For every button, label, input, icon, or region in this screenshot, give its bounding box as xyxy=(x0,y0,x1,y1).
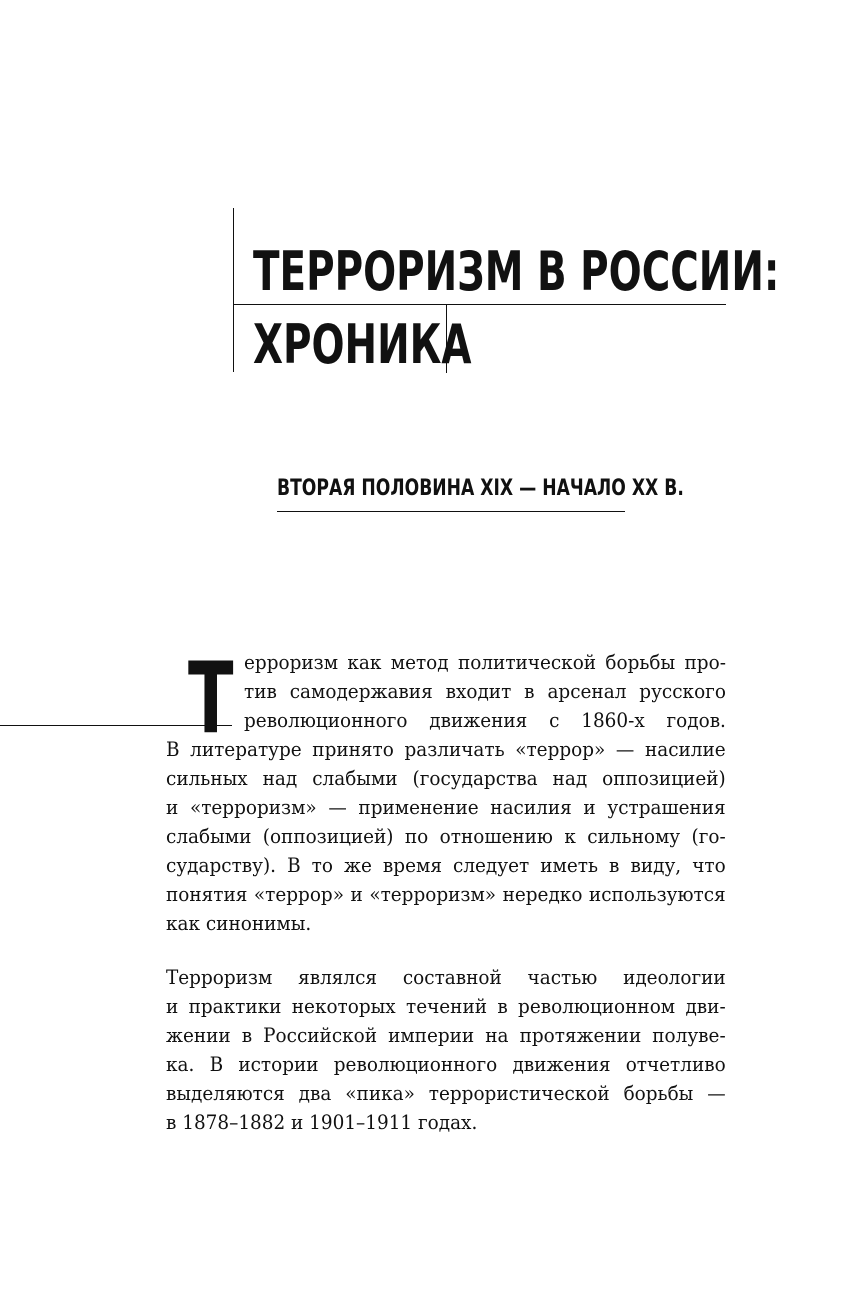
page-title-line-2: ХРОНИКА xyxy=(253,313,472,376)
text-line: Терроризм являлся составной частью идеологии xyxy=(166,966,726,989)
text-line: ка. В истории революционного движения отчетливо xyxy=(166,1053,726,1076)
text-line: как синонимы. xyxy=(166,912,312,935)
text-line: понятия «террор» и «терроризм» нередко используются xyxy=(166,883,726,906)
text-line: и «терроризм» — применение насилия и устрашения xyxy=(166,796,726,819)
page-title-line-1: ТЕРРОРИЗМ В РОССИИ: xyxy=(253,240,780,303)
text-line: сударству). В то же время следует иметь в виду, что xyxy=(166,854,726,877)
text-line: тив самодержавия входит в арсенал русского xyxy=(244,680,726,703)
text-line: жении в Российской империи на протяжении полуве- xyxy=(166,1024,726,1047)
text-line: В литературе принято различать «террор» — насилие xyxy=(166,738,726,761)
title-frame-left-rule xyxy=(233,208,234,372)
subtitle-underline xyxy=(277,511,625,512)
text-line: революционного движения с 1860-х годов. xyxy=(244,709,726,732)
text-line: слабыми (оппозицией) по отношению к сильному (го- xyxy=(166,825,726,848)
text-line: в 1878–1882 и 1901–1911 годах. xyxy=(166,1111,478,1134)
text-line: выделяются два «пика» террористической борьбы — xyxy=(166,1082,726,1105)
page-subtitle: ВТОРАЯ ПОЛОВИНА XIX — НАЧАЛО XX В. xyxy=(277,476,684,501)
title-frame-middle-rule xyxy=(233,304,726,305)
text-line: ерроризм как метод политической борьбы про- xyxy=(244,651,726,674)
drop-cap: Т xyxy=(188,642,234,756)
text-line: сильных над слабыми (государства над оппозицией) xyxy=(166,767,726,790)
text-line: и практики некоторых течений в революционном дви- xyxy=(166,995,726,1018)
